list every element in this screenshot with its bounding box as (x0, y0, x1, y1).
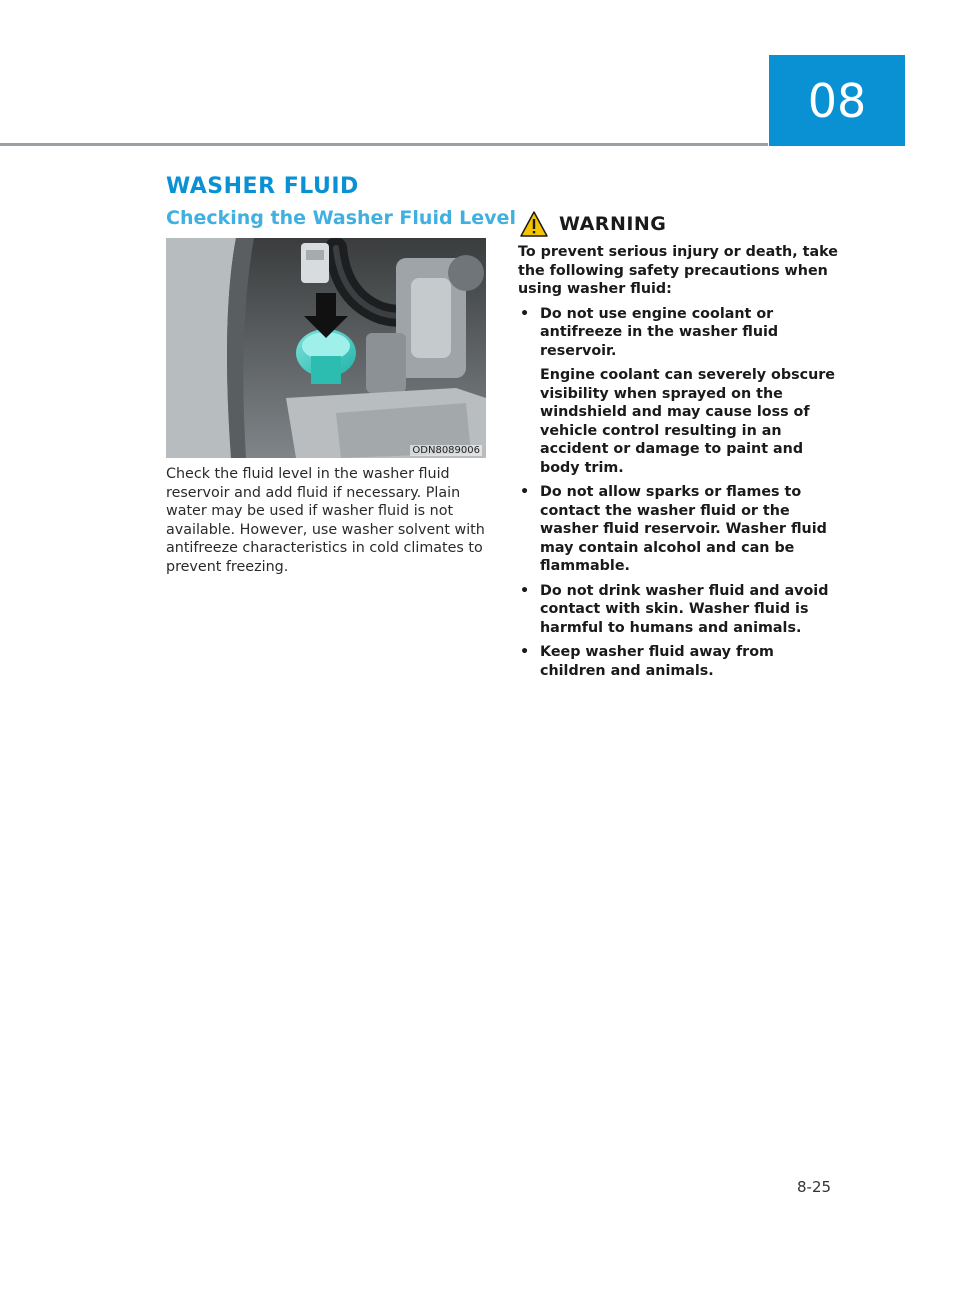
warning-item (518, 582, 838, 638)
warning-item-text: Do not drink washer fluid and avoid contact with skin. Washer fluid is harmful to humans and animals. (540, 582, 829, 636)
chapter-tab (769, 55, 905, 146)
bullet: • (520, 305, 530, 322)
warning-list (518, 305, 838, 681)
warning-item-text: Do not allow sparks or flames to contact the washer fluid or the washer fluid reservoir. Washer fluid may contain alcohol and can be flammable. (540, 484, 827, 574)
warning-label: WARNING (559, 213, 667, 235)
warning-item (518, 483, 838, 576)
warning-intro: To prevent serious injury or death, take the following safety precautions when using washer fluid: (518, 244, 838, 297)
header-rule (0, 143, 768, 146)
warning-heading (519, 210, 666, 238)
body-paragraph: Check the fluid level in the washer fluid reservoir and add fluid if necessary. Plain water may be used if washer fluid is not available. However, use washer solvent with antifreeze characteristics in cold climates to prevent freezing. (166, 466, 485, 575)
bullet: • (520, 484, 530, 500)
engine-bay-illustration (166, 238, 486, 458)
warning-item-detail: Engine coolant can severely obscure visibility when sprayed on the windshield and may cause loss of vehicle control resulting in an accident or damage to paint and body trim. (540, 367, 835, 476)
subsection-title: Checking the Washer Fluid Level (166, 207, 516, 229)
warning-item (518, 305, 838, 478)
section-title: WASHER FLUID (166, 174, 359, 199)
bullet: • (520, 644, 530, 660)
warning-body (518, 243, 838, 686)
bullet: • (520, 582, 530, 599)
warning-item-text: Keep washer fluid away from children and animals. (540, 644, 774, 679)
warning-item (518, 643, 838, 680)
figure-code: ODN8089006 (412, 445, 480, 456)
warning-triangle-icon (519, 210, 549, 238)
engine-bay-photo (166, 238, 486, 458)
warning-item-text: Do not use engine coolant or antifreeze in the washer fluid reservoir. (540, 305, 779, 359)
page-number: 8-25 (797, 1178, 832, 1196)
chapter-number: 08 (807, 73, 867, 128)
